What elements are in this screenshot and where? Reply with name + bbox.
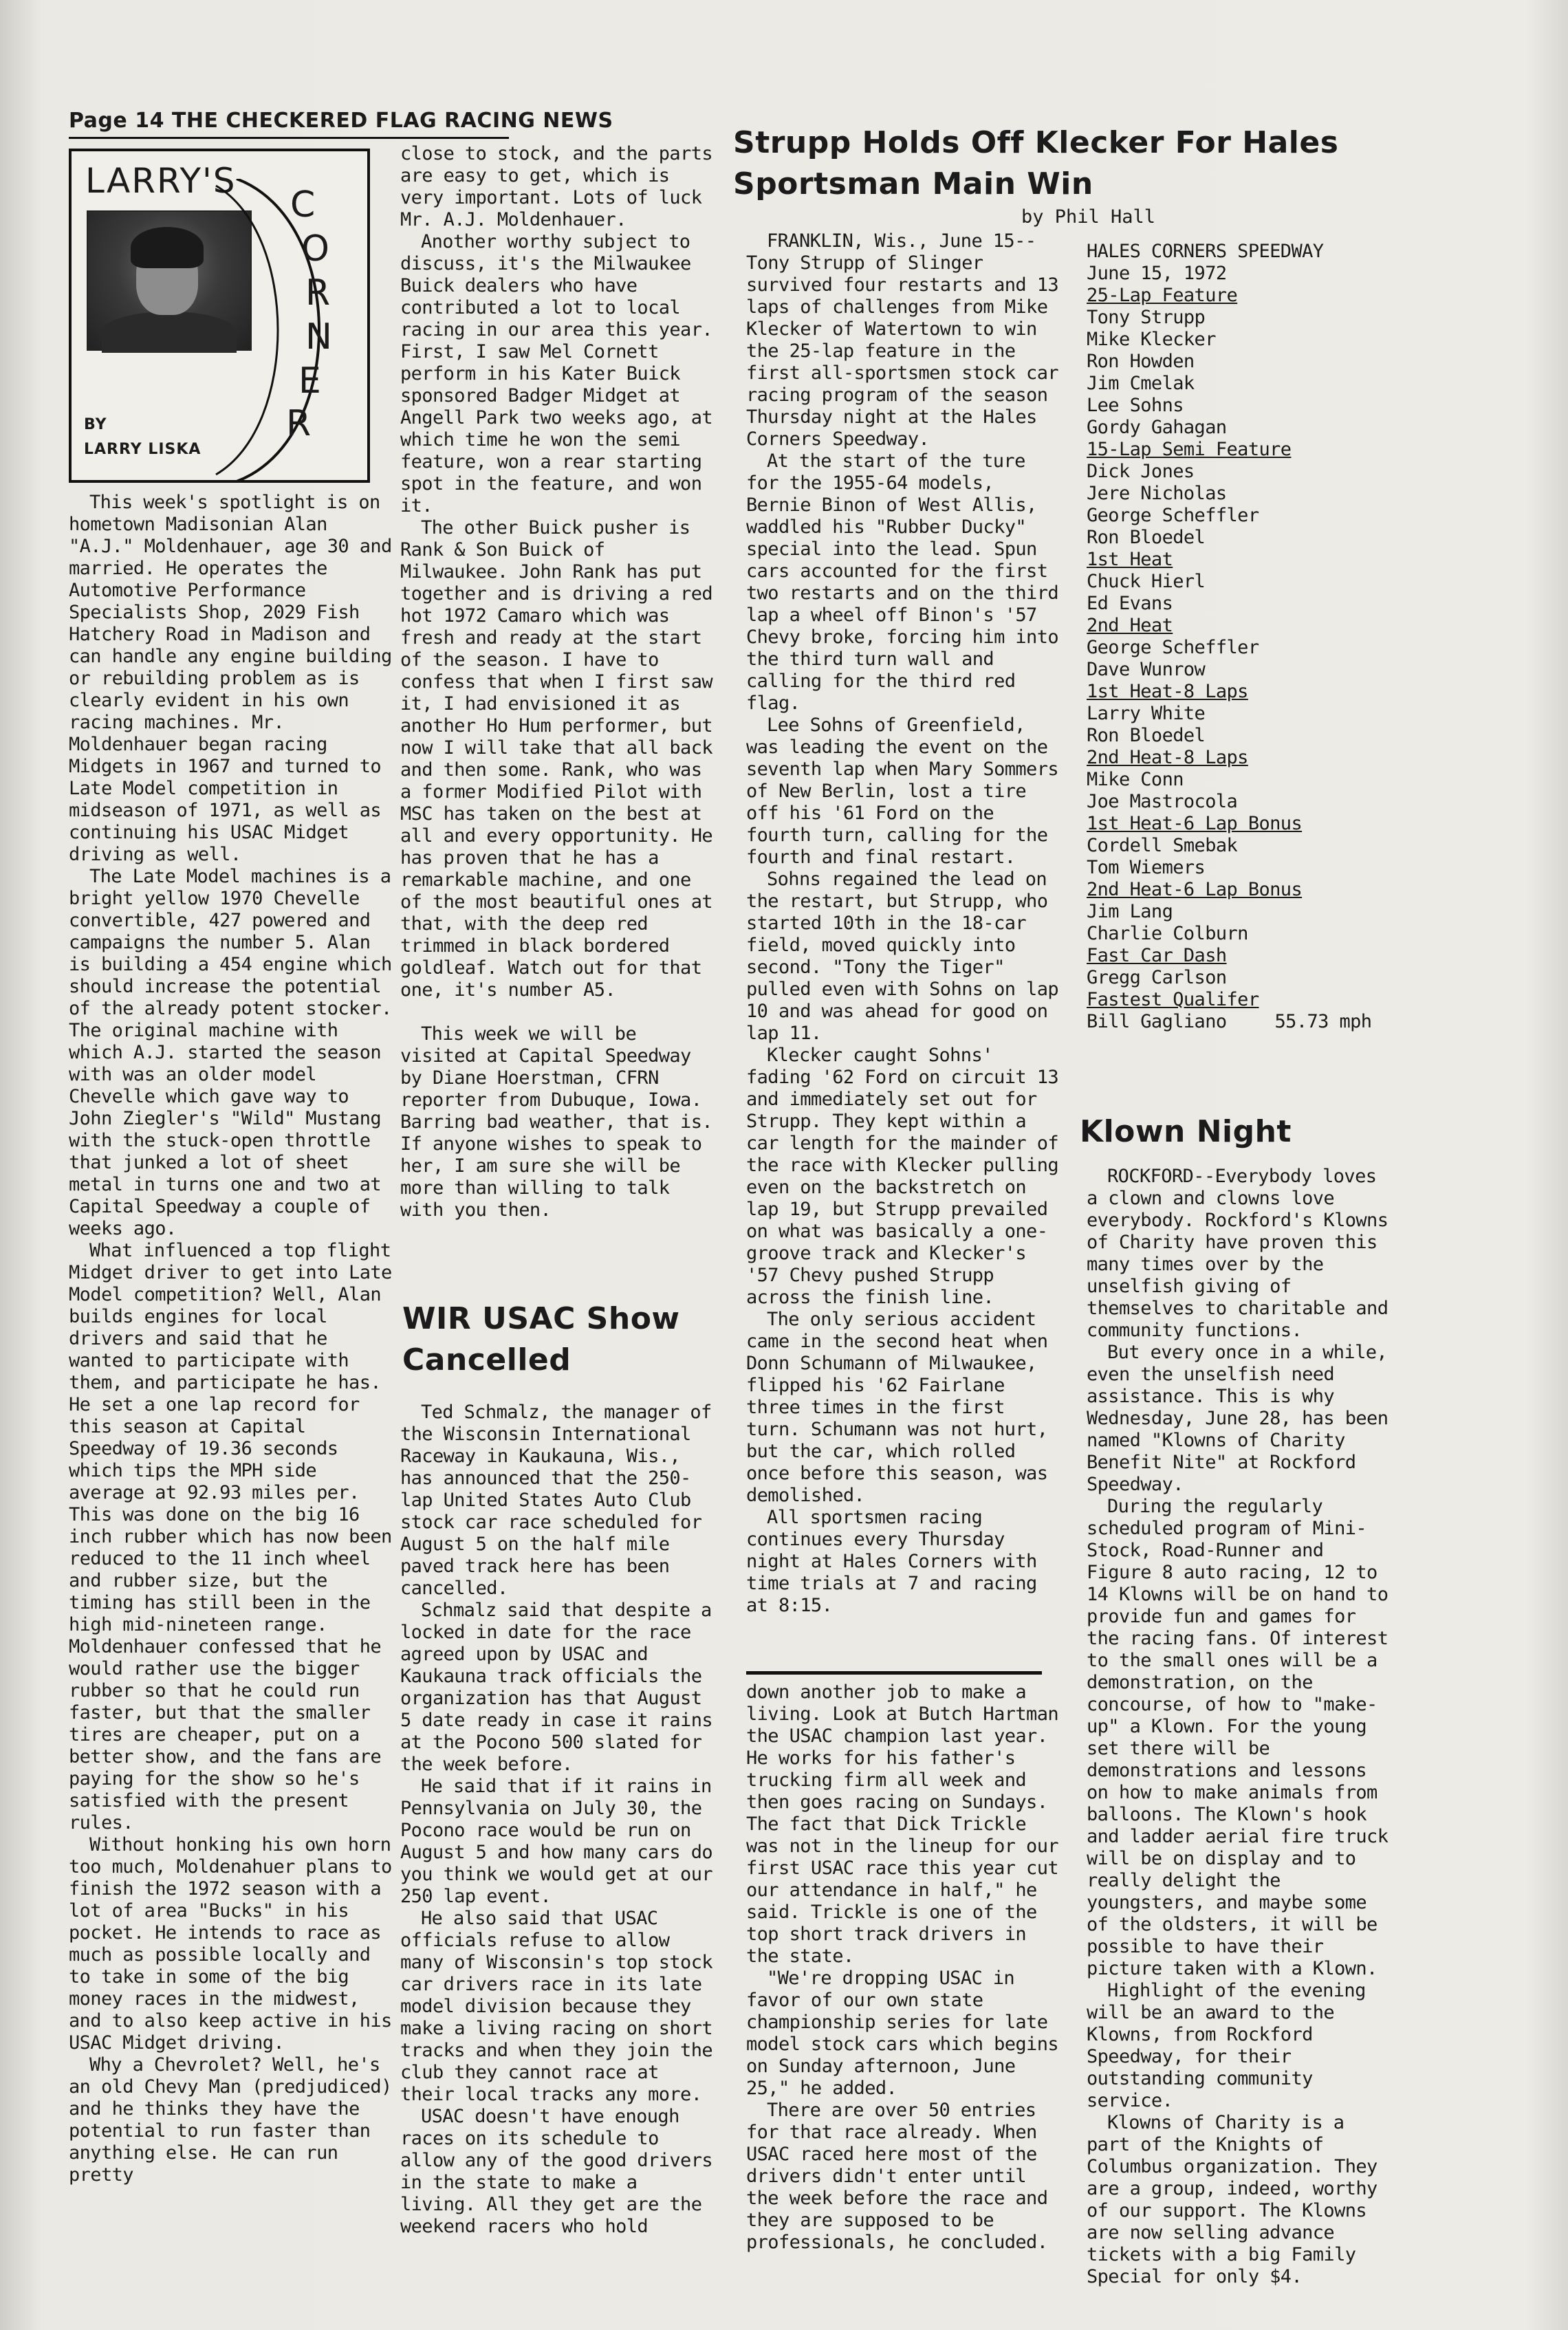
fastest-qualifier-speed: 55.73 mph — [1274, 1011, 1372, 1032]
paragraph: He also said that USAC officials refuse to allow many of Wisconsin's top stock car drivers race in its late model division because they make a living racing on short tracks and when they join the club they cannot race at their local tracks any more. — [400, 1908, 713, 2105]
race-results — [1087, 241, 1472, 1033]
paragraph: There are over 50 entries for that race already. When USAC raced here most of the drivers didn't enter until the week before the race and they are supposed to be professionals, he concluded. — [746, 2100, 1048, 2253]
paragraph: This week we will be visited at Capital Speedway by Diane Hoerstman, CFRN reporter from Dubuque, Iowa. Barring bad weather, that is. If anyone wishes to speak to her, I am sure she will be more than willing to talk with you then. — [400, 1023, 713, 1221]
paragraph: USAC doesn't have enough races on its schedule to allow any of the good drivers in the state to make a living. All they get are the weekend racers who hold — [400, 2106, 713, 2237]
results-line: Dick Jones — [1087, 461, 1195, 482]
paragraph: down another job to make a living. Look at Butch Hartman the USAC champion last year. He works for his father's trucking firm all week and then goes racing on Sundays. The fact that Dick Trickle was not in the lineup for our first USAC race this year cut our attendance in half," he said. Trickle is one of the top short track drivers in the state. — [746, 1681, 1059, 1967]
paragraph: Why a Chevrolet? Well, he's an old Chevy Man (predjudiced) and he thinks they have the potential to run faster than anything else. He can run pretty — [69, 2054, 392, 2186]
results-line: Mike Conn — [1087, 769, 1184, 790]
paragraph: Lee Sohns of Greenfield, was leading the event on the seventh lap when Mary Sommers of New Berlin, lost a tire off his '61 Ford on the fourth turn, calling for the fourth and final restart. — [746, 715, 1059, 868]
paragraph: Without honking his own horn too much, Moldenahuer plans to finish the 1972 season with a lot of area "Bucks" in his pocket. He intends to race as much as possible locally and to take in some of the big money races in the midwest, and to also keep active in his USAC Midget driving. — [69, 1834, 392, 2054]
paragraph: But every once in a while, even the unselfish need assistance. This is why Wednesday, June 28, has been named "Klowns of Charity Benefit Nite" at Rockford Speedway. — [1087, 1342, 1389, 1495]
results-line: George Scheffler — [1087, 505, 1259, 526]
corner-letter-c: C — [290, 184, 316, 226]
paragraph: ROCKFORD--Everybody loves a clown and clowns love everybody. Rockford's Klowns of Charity have proven this many times over by the unselfish giving of themselves to charitable and community functions. — [1087, 1166, 1389, 1341]
results-line: Larry White — [1087, 703, 1206, 724]
page-header: Page 14 THE CHECKERED FLAG RACING NEWS — [69, 109, 509, 139]
klown-story — [1087, 1166, 1393, 2288]
results-line: George Scheffler — [1087, 637, 1259, 658]
paragraph: Ted Schmalz, the manager of the Wisconsin International Raceway in Kaukauna, Wis., has announced that the 250-lap United States Auto Club stock car race scheduled for August 5 on the half mile paved track here has been cancelled. — [400, 1402, 712, 1599]
results-heading: 1st Heat-8 Laps — [1087, 681, 1248, 702]
photo-hair — [131, 227, 204, 268]
results-line: June 15, 1972 — [1087, 263, 1227, 284]
results-line: Tom Wiemers — [1087, 857, 1206, 878]
results-heading: 25-Lap Feature — [1087, 285, 1238, 306]
strupp-headline: Strupp Holds Off Klecker For Hales Sportsman Main Win — [733, 125, 1339, 202]
results-line: Chuck Hierl — [1087, 571, 1206, 592]
paragraph: "We're dropping USAC in favor of our own state championship series for late model stock cars which begins on Sunday afternoon, June 25," he added. — [746, 1968, 1059, 2099]
paragraph: Klowns of Charity is a part of the Knights of Columbus organization. They are a group, indeed, worthy of our support. The Klowns are now selling advance tickets with a big Family Special for only $4. — [1087, 2112, 1378, 2287]
strupp-story — [746, 230, 1063, 1617]
results-heading: 2nd Heat-6 Lap Bonus — [1087, 879, 1303, 900]
results-line: Ed Evans — [1087, 593, 1173, 614]
results-line: Mike Klecker — [1087, 329, 1216, 350]
results-heading: 15-Lap Semi Feature — [1087, 439, 1292, 460]
results-line — [1087, 1011, 1472, 1033]
corner-letter-r2: R — [286, 403, 312, 444]
results-line: Ron Bloedel — [1087, 527, 1206, 548]
results-heading: Fastest Qualifer — [1087, 989, 1259, 1010]
results-heading: 2nd Heat — [1087, 615, 1173, 636]
results-line: Jere Nicholas — [1087, 483, 1227, 504]
larrys-corner-column-2 — [400, 143, 717, 1221]
klown-headline: Klown Night — [1080, 1114, 1292, 1149]
results-heading: 1st Heat — [1087, 549, 1173, 570]
paragraph: All sportsmen racing continues every Thursday night at Hales Corners with time trials at 7 and racing at 8:15. — [746, 1507, 1037, 1616]
results-line: Tony Strupp — [1087, 307, 1206, 328]
paragraph: FRANKLIN, Wis., June 15--Tony Strupp of Slinger survived four restarts and 13 laps of challenges from Mike Klecker of Watertown to win the 25-lap feature in the first all-sportsmen stock car racing program of the season Thursday night at the Hales Corners Speedway. — [746, 230, 1059, 450]
larrys-corner-column-1 — [69, 492, 392, 2186]
results-line: Joe Mastrocola — [1087, 791, 1238, 812]
results-line: Cordell Smebak — [1087, 835, 1238, 856]
paragraph: The other Buick pusher is Rank & Son Buick of Milwaukee. John Rank has put together and is driving a red hot 1972 Camaro which was fresh and ready at the start of the season. I have to confess that when I first saw it, I had envisioned it as another Ho Hum performer, but now I will take that all back and then some. Rank, who was a former Modified Pilot with MSC has taken on the best at all and every opportunity. He has proven that he has a remarkable machine, and one of the most beautiful ones at that, with the deep red trimmed in black bordered goldleaf. Watch out for that one, it's number A5. — [400, 517, 713, 1001]
paragraph: The only serious accident came in the second heat when Donn Schumann of Milwaukee, flipped his '62 Fairlane three times in the first turn. Schumann was not hurt, but the car, which rolled once before this season, was demolished. — [746, 1309, 1048, 1506]
paragraph: What influenced a top flight Midget driver to get into Late Model competition? Well, Alan builds engines for local drivers and said that he wanted to participate with them, and participate he has. He set a one lap record for this season at Capital Speedway of 19.36 seconds which tips the MPH side average at 92.93 miles per. This was done on the big 16 inch rubber which has now been reduced to the 11 inch wheel and rubber size, but the timing has still been in the high mid-nineteen range. Moldenhauer confessed that he would rather use the bigger rubber so that he could run faster, but that the smaller tires are cheaper, put on a better show, and the fans are paying for the show so he's satisfied with the present rules. — [69, 1240, 392, 1833]
wir-headline: WIR USAC Show Cancelled — [402, 1301, 680, 1378]
corner-letter-r: R — [305, 272, 331, 314]
larrys-corner-logo — [69, 149, 370, 483]
fastest-qualifier-name: Bill Gagliano — [1087, 1011, 1227, 1032]
results-line: Ron Bloedel — [1087, 725, 1206, 746]
results-line: Gordy Gahagan — [1087, 417, 1227, 438]
results-line: Dave Wunrow — [1087, 659, 1206, 680]
paragraph: Schmalz said that despite a locked in date for the race agreed upon by USAC and Kaukauna track officials the organization has that August 5 date ready in case it rains at the Pocono 500 slated for the week before. — [400, 1600, 713, 1775]
results-line: Charlie Colburn — [1087, 923, 1248, 944]
paragraph: At the start of the ture for the 1955-64 models, Bernie Binon of West Allis, waddled his "Rubber Ducky" special into the lead. Spun cars accounted for the first two restarts and on the third lap a wheel off Binon's '57 Chevy broke, forcing him into the third turn wall and calling for the third red flag. — [746, 450, 1059, 714]
paragraph: During the regularly scheduled program of Mini-Stock, Road-Runner and Figure 8 auto racing, 12 to 14 Klowns will be on hand to provide fun and games for the racing fans. Of interest to the small ones will be a demonstration, on the concourse, of how to "make-up" a Klown. For the young set there will be demonstrations and lessons on how to make animals from balloons. The Klown's hook and ladder aerial fire truck will be on display and to really delight the youngsters, and maybe some of the oldsters, it will be possible to have their picture taken with a Klown. — [1087, 1496, 1389, 1979]
paragraph: close to stock, and the parts are easy to get, which is very important. Lots of luck Mr. A.J. Moldenhauer. — [400, 143, 713, 230]
results-heading: 1st Heat-6 Lap Bonus — [1087, 813, 1303, 834]
paragraph: Another worthy subject to discuss, it's the Milwaukee Buick dealers who have contributed a lot to local racing in our area this year. First, I saw Mel Cornett perform in his Kater Buick sponsored Badger Midget at Angell Park two weeks ago, at which time he won the semi feature, won a rear starting spot in the feature, and won it. — [400, 231, 713, 516]
paragraph: Klecker caught Sohns' fading '62 Ford on circuit 13 and immediately set out for Strupp. They kept within a car length for the mainder of the race with Klecker pulling even on the backstretch on lap 19, but Strupp prevailed on what was basically a one-groove track and Klecker's '57 Chevy pushed Strupp across the finish line. — [746, 1045, 1059, 1308]
divider-rule — [746, 1671, 1042, 1675]
results-line: Ron Howden — [1087, 351, 1195, 372]
paragraph: Highlight of the evening will be an award to the Klowns, from Rockford Speedway, for their outstanding community service. — [1087, 1980, 1366, 2111]
paragraph: This week's spotlight is on hometown Madisonian Alan "A.J." Moldenhauer, age 30 and married. He operates the Automotive Performance Specialists Shop, 2029 Fish Hatchery Road in Madison and can handle any engine building or rebuilding problem as is clearly evident in his own racing machines. Mr. Moldenhauer began racing Midgets in 1967 and turned to Late Model competition in midseason of 1971, as well as continuing his USAC Midget driving as well. — [69, 492, 392, 865]
results-line: Lee Sohns — [1087, 395, 1184, 416]
corner-letter-o: O — [301, 228, 329, 270]
results-line: Jim Lang — [1087, 901, 1173, 922]
byline: by Phil Hall — [1021, 206, 1156, 228]
paragraph: The Late Model machines is a bright yellow 1970 Chevelle convertible, 427 powered and campaigns the number 5. Alan is building a 454 engine which should increase the potential of the already potent stocker. The original machine with which A.J. started the season with was an older model Chevelle which gave way to John Ziegler's "Wild" Mustang with the stuck-open throttle that junked a lot of sheet metal in turns one and two at Capital Speedway a couple of weeks ago. — [69, 866, 392, 1239]
corner-letter-e: E — [298, 360, 321, 402]
logo-byline: BY LARRY LISKA — [84, 416, 202, 458]
wir-story — [400, 1402, 717, 2238]
results-line: HALES CORNERS SPEEDWAY — [1087, 241, 1324, 262]
corner-letter-n: N — [305, 316, 332, 358]
wir-story-continued — [746, 1681, 1063, 2254]
results-line: Jim Cmelak — [1087, 373, 1195, 394]
paragraph: He said that if it rains in Pennsylvania on July 30, the Pocono race would be run on August 5 and how many cars do you think we would get at our 250 lap event. — [400, 1776, 713, 1907]
results-heading: 2nd Heat-8 Laps — [1087, 747, 1248, 768]
results-line: Gregg Carlson — [1087, 967, 1227, 988]
results-list — [1087, 241, 1472, 1011]
paragraph: Sohns regained the lead on the restart, but Strupp, who started 10th in the 18-car field, moved quickly into second. "Tony the Tiger" pulled even with Sohns on lap 10 and was ahead for good on lap 11. — [746, 869, 1059, 1044]
logo-title: LARRY'S — [85, 161, 237, 201]
results-heading: Fast Car Dash — [1087, 945, 1227, 966]
